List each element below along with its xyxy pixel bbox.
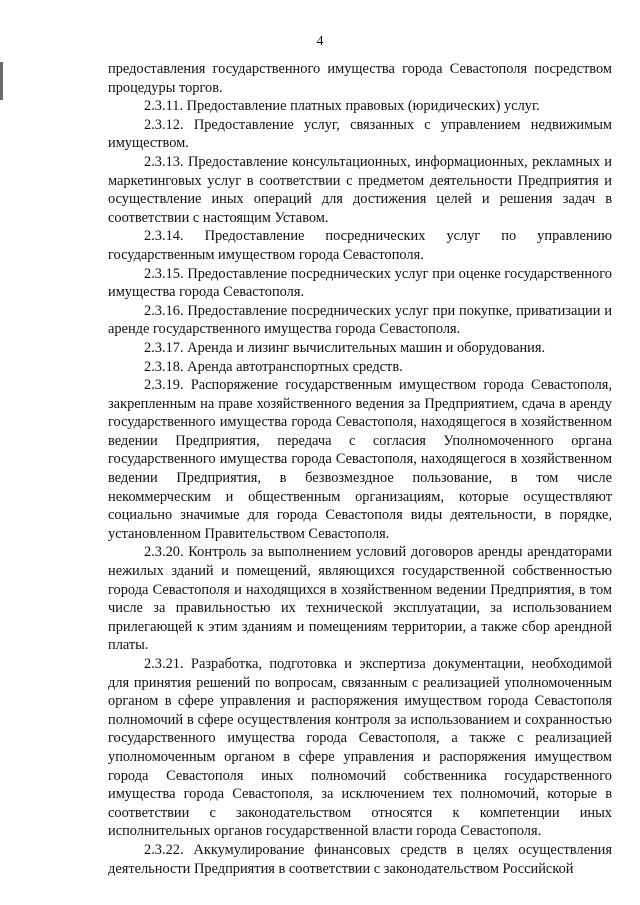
paragraph-continuation: предоставления государственного имущества города Севастополя посредством процедуры торгов.	[108, 61, 612, 96]
paragraph-2-3-13: 2.3.13. Предоставление консультационных, информационных, рекламных и маркетинговых услуг в соответствии с предметом деятельности Предприятия и осуществление иных операций для достижения целей и решения задач в соответствии с настоящим Уставом.	[108, 153, 612, 226]
paragraph-2-3-18: 2.3.18. Аренда автотранспортных средств.	[144, 358, 403, 375]
scan-edge-mark	[0, 62, 3, 100]
document-body	[108, 60, 612, 878]
paragraph-2-3-15: 2.3.15. Предоставление посреднических услуг при оценке государственного имущества города Севастополя.	[108, 265, 612, 301]
paragraph-2-3-14: 2.3.14. Предоставление посреднических услуг по управлению государственным имуществом города Севастополя.	[108, 228, 612, 263]
paragraph-2-3-19: 2.3.19. Распоряжение государственным имуществом города Севастополя, закрепленным на праве хозяйственного ведения за Предприятием, сдача в аренду государственного имущества города Севастополя, находящегося в хозяйственном ведении Предприятия, передача с согласия Уполномоченного органа государственного имущества города Севастополя, находящегося в хозяйственном ведении Предприятия, в безвозмездное пользование, в том числе некоммерческим и общественным организациям, которые осуществляют социально значимые для города Севастополя виды деятельности, в порядке, установленном Правительством Севастополя.	[108, 377, 612, 542]
paragraph-2-3-21: 2.3.21. Разработка, подготовка и экспертиза документации, необходимой для принятия решений по вопросам, связанным с реализацией уполномоченным органом в сфере управления и распоряжения имуществом города Севастополя полномочий в сфере осуществления контроля за использованием и сохранностью государственного имущества города Севастополя, а также с реализацией уполномоченным органом в сфере управления и распоряжения имуществом города Севастополя иных полномочий собственника государственного имущества города Севастополя, за исключением тех полномочий, которые в соответствии с законодательством относятся к компетенции иных исполнительных органов государственной власти города Севастополя.	[108, 656, 612, 840]
paragraph-2-3-22: 2.3.22. Аккумулирование финансовых средств в целях осуществления деятельности Предприятия в соответствии с законодательством Российской	[108, 841, 612, 877]
paragraph-2-3-12: 2.3.12. Предоставление услуг, связанных с управлением недвижимым имуществом.	[108, 116, 612, 152]
paragraph-2-3-11: 2.3.11. Предоставление платных правовых (юридических) услуг.	[144, 98, 540, 115]
paragraph-2-3-17: 2.3.17. Аренда и лизинг вычислительных машин и оборудования.	[144, 339, 546, 356]
paragraph-2-3-16: 2.3.16. Предоставление посреднических услуг при покупке, приватизации и аренде государственного имущества города Севастополя.	[108, 302, 612, 338]
paragraph-2-3-20: 2.3.20. Контроль за выполнением условий договоров аренды арендаторами нежилых зданий и помещений, являющихся государственной собственностью города Севастополя и находящихся в хозяйственном ведении Предприятия, в том числе за правильностью их технической эксплуатации, за использованием прилегающей к этим зданиям и помещениям территории, а также сбор арендной платы.	[108, 544, 612, 654]
page-number: 4	[316, 34, 324, 49]
